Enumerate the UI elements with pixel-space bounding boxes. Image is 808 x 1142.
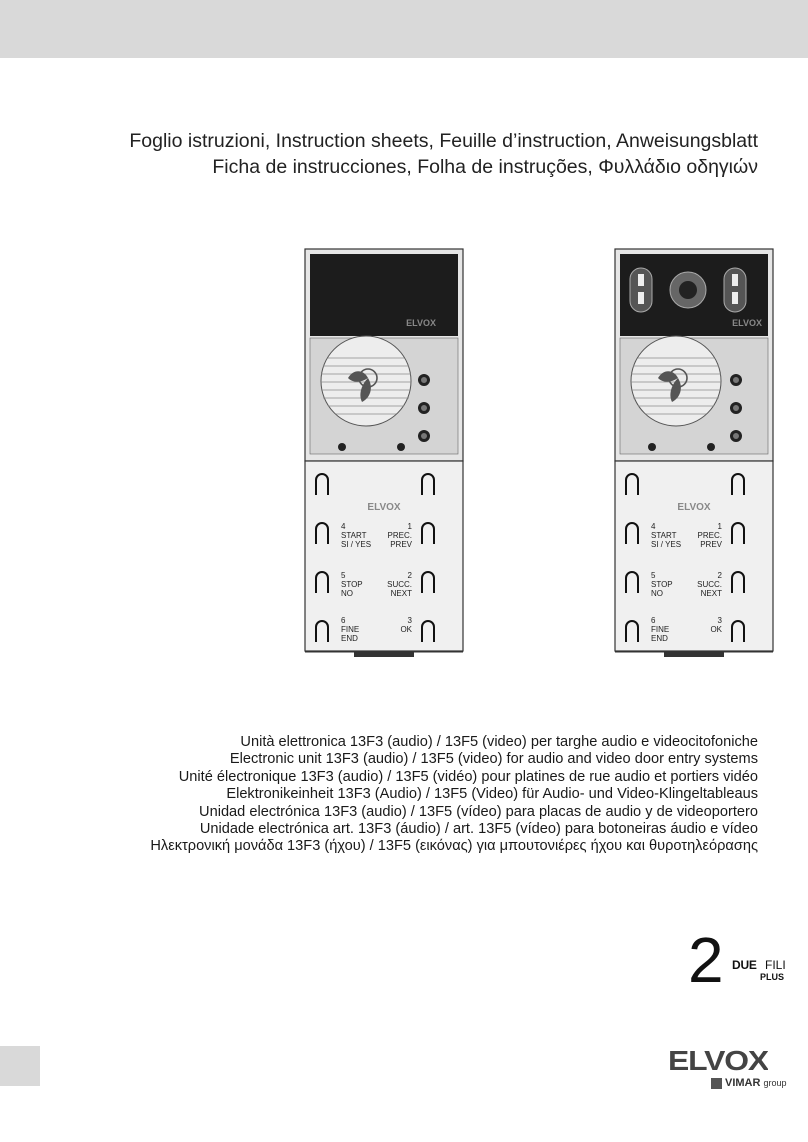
key-2-label: 2 SUCC. NEXT <box>387 571 412 598</box>
key-5-label: 5 STOP NO <box>341 571 363 598</box>
description-line-it: Unità elettronica 13F3 (audio) / 13F5 (video) per targhe audio e videocitofoniche <box>240 734 758 750</box>
vimar-icon <box>711 1078 722 1089</box>
key-6-label: 6 FINE END <box>341 616 360 643</box>
audio-unit-illustration <box>304 248 464 658</box>
key-3-label: 3 OK <box>400 616 412 634</box>
svg-text:ELVOX: ELVOX <box>732 318 762 328</box>
svg-text:ELVOX: ELVOX <box>668 1046 768 1074</box>
duefili-fili-text: FILI <box>765 958 786 972</box>
video-unit-drawing <box>614 248 774 658</box>
key-1-label: 1 PREC. PREV <box>697 522 722 549</box>
elvox-logo-mark <box>668 1046 768 1074</box>
svg-text:ELVOX: ELVOX <box>677 502 711 513</box>
description-line-el: Ηλεκτρονική μονάδα 13F3 (ήχου) / 13F5 (εικόνας) για μπουτονιέρες ήχου και θυροτηλεόρασης <box>150 838 758 855</box>
svg-text:ELVOX: ELVOX <box>367 502 401 513</box>
vimar-group-text: group <box>763 1078 787 1088</box>
document-title <box>118 128 758 180</box>
description-line-es: Unidad electrónica 13F3 (audio) / 13F5 (vídeo) para placas de audio y de videoportero <box>199 803 758 820</box>
svg-text:ELVOX: ELVOX <box>406 318 436 328</box>
key-6-label: 6 FINE END <box>651 616 670 643</box>
key-4-label: 4 START SI / YES <box>341 522 372 549</box>
page-corner-tab <box>0 1046 40 1086</box>
description-line-fr: Unité électronique 13F3 (audio) / 13F5 (vidéo) pour platines de rue audio et portiers vidéo <box>178 768 758 785</box>
title-line-1: Foglio istruzioni, Instruction sheets, Feuille d’instruction, Anweisungsblatt <box>129 130 758 152</box>
description-line-pt: Unidade electrónica art. 13F3 (áudio) / art. 13F5 (vídeo) para botoneiras áudio e vídeo <box>199 821 758 838</box>
vimar-group-logo <box>711 1076 786 1090</box>
audio-unit-drawing <box>304 248 464 658</box>
duefili-plus-text: PLUS <box>760 972 785 982</box>
video-unit-illustration <box>614 248 774 658</box>
duefili-plus-logo <box>688 924 786 998</box>
key-1-label: 1 PREC. PREV <box>387 522 412 549</box>
key-3-label: 3 OK <box>710 616 722 634</box>
vimar-text: VIMAR <box>725 1077 761 1089</box>
duefili-due-text: DUE <box>732 958 757 972</box>
key-5-label: 5 STOP NO <box>651 571 673 598</box>
product-description <box>78 734 758 856</box>
description-line-de: Elektronikeinheit 13F3 (Audio) / 13F5 (Video) für Audio- und Video-Klingeltableaus <box>226 786 758 803</box>
key-2-label: 2 SUCC. NEXT <box>697 571 722 598</box>
key-4-label: 4 START SI / YES <box>651 522 682 549</box>
description-line-en: Electronic unit 13F3 (audio) / 13F5 (video) for audio and video door entry systems <box>229 751 758 768</box>
title-line-2: Ficha de instrucciones, Folha de instruções, Φυλλάδιο οδηγιών <box>212 156 758 178</box>
duefili-digit: 2 <box>688 924 724 996</box>
header-band <box>0 0 808 58</box>
elvox-logo <box>668 1046 768 1074</box>
